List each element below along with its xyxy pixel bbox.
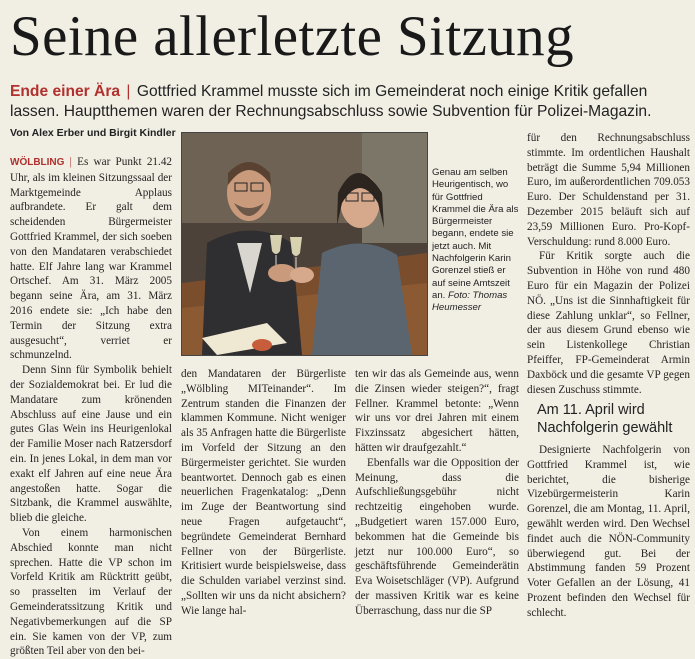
deck xyxy=(10,82,690,122)
paragraph: Denn Sinn für Symbolik behielt der Sozialdemokrat bei. Er lud die Mandatare zum krönenden Abschluss auf eine Jause und ein gutes Glas Wein ins Heurigenlokal der Familie Moser nach Ratzersdorf ein. In jenes Lokal, in dem man vor exakt elf Jahren auf eine neue Ära angestoßen hatte. Sogar die Sitzbank, die Krammel auswählte, blieb die gleiche. xyxy=(10,364,172,525)
dateline: WÖLBLING xyxy=(10,157,65,168)
subheading: Am 11. April wird Nachfolgerin gewählt xyxy=(537,402,673,436)
caption-text: Genau am selben Heurigentisch, wo für Gottfried Krammel die Ära als Bürgermeister begann, endete sie jetzt auch. Mit Nachfolgerin Karin Gorenzel stieß er auf seine Amtszeit an. xyxy=(432,167,519,301)
paragraph xyxy=(10,155,172,363)
column-1 xyxy=(10,155,172,659)
paragraph: ten wir das als Gemeinde aus, wenn die Zinsen wieder steigen?“, fragt Fellner. Krammel betonte: „Wenn wir uns vor drei Jahren mit einem Fixzinssatz abgesichert hätten, hätten wir draufgezahlt.“ xyxy=(355,368,519,454)
kicker-separator: | xyxy=(126,83,131,100)
kicker: Ende einer Ära xyxy=(10,83,121,100)
photo-illustration xyxy=(182,133,427,355)
paragraph: Von einem harmonischen Abschied konnte man nicht sprechen. Hatte die VP schon im Vorfeld Kritik am Rücktritt geübt, so prasselten im Verlauf der Gemeinderatssitzung Kritik und Negativbemerkungen auf die SP ein. Sie kamen von der VP, zum größten Teil aber von den bei- xyxy=(10,526,172,658)
column-5 xyxy=(527,443,690,621)
byline: Von Alex Erber und Birgit Kindler xyxy=(10,127,176,139)
column-2 xyxy=(181,367,346,619)
headline: Seine allerletzte Sitzung xyxy=(10,5,574,68)
paragraph-text: Es war Punkt 21.42 Uhr, als im kleinen Sitzungssaal der Marktgemeinde Applaus aufbrandete. Er galt dem scheidenden Bürgermeister Gottfried Krammel, der sich soeben von den Mandataren verabschiedet hatte. Elf Jahre lang war Krammel Ortschef. Am 31. März 2005 begann seine Ära, am 31. März 2016 endete sie: „Ich habe den Termin der Sitzung extra ausgesucht“, verriet er schmunzelnd. xyxy=(10,156,173,362)
photo-caption xyxy=(432,167,520,315)
column-4 xyxy=(527,131,690,397)
dateline-separator: | xyxy=(69,156,72,168)
paragraph: Für Kritik sorgte auch die Subvention in Höhe von rund 480 Euro für ein Magazin der Polizei NÖ. „Uns ist die Sinnhaftigkeit für diese Zahlung unklar“, so Fellner, der aus diesem Grund ebenso wie sein Listenkollege Christian Pfeiffer, FP-Gemeinderat Armin Daxböck und die gesamte VP gegen diesen Zuschuss stimmte. xyxy=(527,250,690,396)
photo-credit: Foto: Thomas Heumesser xyxy=(432,289,508,314)
paragraph: den Mandataren der Bürgerliste „Wölbling MITeinander“. Im Zentrum standen die Finanzen der klammen Kommune. Nicht weniger als 35 Anfragen hatte die Bürgerliste im Vorfeld der Sitzung an den Bürgermeister gerichtet. Sie wurden beantwortet. Dennoch gab es einen neuerlichen Fragenkatalog: „Denn im Zuge der Beantwortung sind neue Fragen aufgetaucht“, begründete Gemeinderat Bernhard Fellner von der Bürgerliste. Kritisiert wurde beispielsweise, dass die Schulden variabel verzinst sind. „Sollten wir uns da nicht absichern? Wie lange hal- xyxy=(181,368,346,617)
paragraph: Designierte Nachfolgerin von Gottfried Krammel ist, wie berichtet, die bisherige Vizebürgermeisterin Karin Gorenzel, die am Montag, 11. April, gewählt werden wird. Den Wechsel findet auch die NÖN-Community überwiegend gut. Bei der Abstimmung fanden 59 Prozent Voter Gefallen an der Lösung, 41 Prozent befinden den Wechsel für schlecht. xyxy=(527,444,690,619)
paragraph: Ebenfalls war die Opposition der Meinung, dass die Aufschließungsgebühr nicht rechtzeitig eingehoben wurde. „Budgetiert waren 157.000 Euro, bekommen hat die Gemeinde bis jetzt nur 100.000 Euro“, so geschäftsführende Gemeinderätin Eva Woisetschläger (VP). Aufgrund der massiven Kritik war es keine Überraschung, dass nur die SP xyxy=(355,456,519,617)
photo xyxy=(181,132,428,356)
paragraph: für den Rechnungsabschluss stimmte. Im ordentlichen Haushalt beträgt die Summe 5,94 Millionen Euro, im außerordentlichen 709.053 Euro. Der Schuldenstand per 31. Dezember 2015 beläuft sich auf 23,59 Millionen Euro. Pro-Kopf-Verschuldung: rund 8.000 Euro. xyxy=(527,132,690,248)
column-3 xyxy=(355,367,519,619)
deck-text: Gottfried Krammel musste sich im Gemeinderat noch einige Kritik gefallen lassen. Hauptthemen waren der Rechnungsabschluss sowie Subvention für Polizei-Magazin. xyxy=(10,83,652,120)
